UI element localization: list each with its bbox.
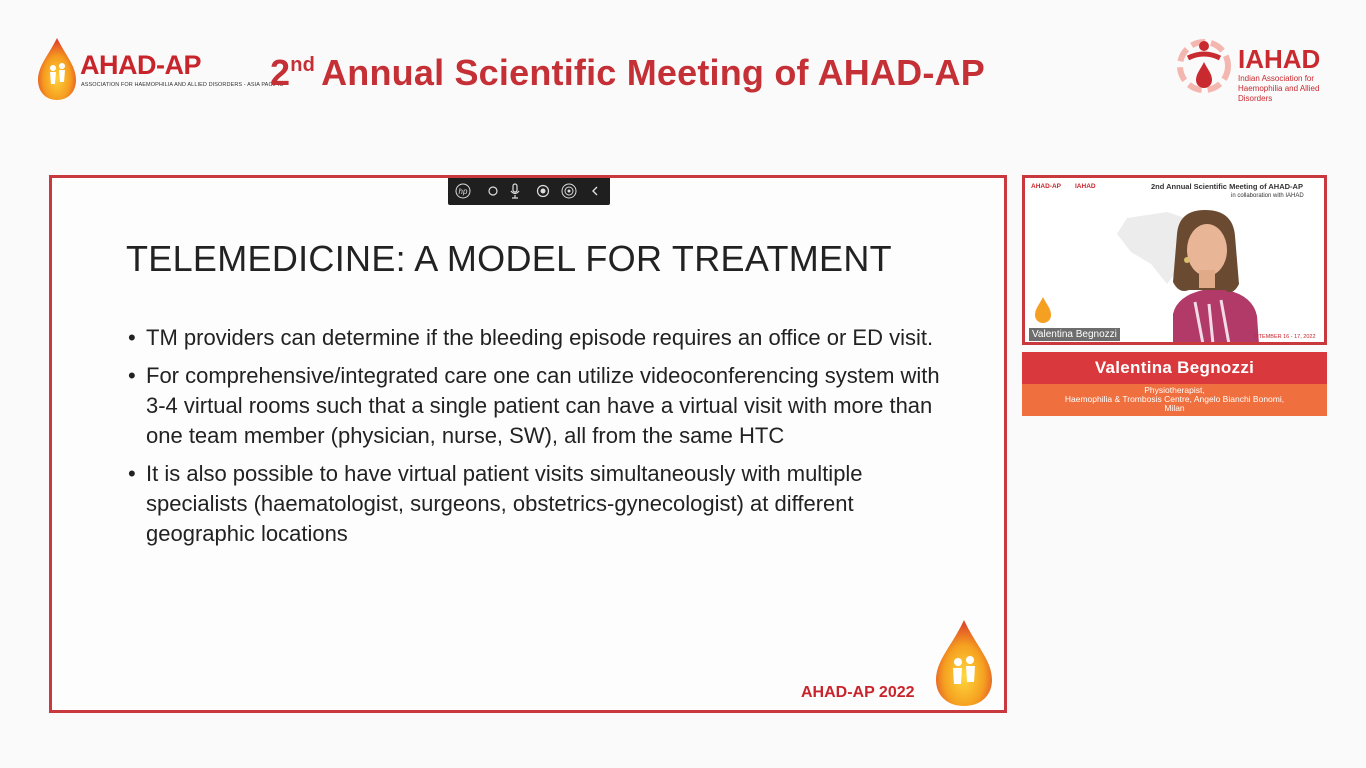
iahad-logo-text: IAHAD — [1238, 44, 1321, 74]
record-button[interactable] — [532, 180, 554, 202]
speaker-role-line-2: Haemophilia & Trombosis Centre, Angelo Bianchi Bonomi, — [1064, 394, 1285, 404]
collapse-toolbar-button[interactable] — [584, 180, 606, 202]
conference-title-ordinal-suffix: nd — [290, 54, 316, 76]
ahad-drop-emblem-icon — [932, 618, 996, 708]
iahad-emblem-icon — [1174, 36, 1234, 96]
speaker-name: Valentina Begnozzi — [1022, 352, 1327, 384]
slide-bullet-1 — [128, 323, 948, 353]
bullet-dot-2: • — [128, 363, 136, 388]
presentation-slide — [49, 175, 1007, 713]
ahad-ap-logo-text: AHAD-AP — [80, 50, 201, 80]
speaker-role-line-3: Milan — [1164, 403, 1185, 413]
slide-bullet-list — [128, 323, 948, 557]
conference-title-text: Annual Scientific Meeting of AHAD-AP — [321, 52, 985, 93]
ahad-ap-logo — [34, 36, 284, 102]
video-iahad-logo: IAHAD — [1075, 183, 1096, 190]
hp-brand-text: hp — [458, 187, 468, 196]
speaker-role — [1022, 384, 1327, 413]
iahad-logo-subtitle: Indian Association for Haemophilia and Allied Disorders — [1238, 74, 1320, 103]
webcam-button[interactable] — [558, 180, 580, 202]
blood-drop-logo-icon — [34, 36, 80, 102]
webcam-icon — [560, 182, 578, 200]
video-banner-subtitle: in collaboration with IAHAD — [1231, 193, 1304, 199]
chevron-left-icon — [590, 185, 600, 197]
video-participant-name: Valentina Begnozzi — [1029, 328, 1120, 341]
slide-title: TELEMEDICINE: A MODEL FOR TREATMENT — [126, 238, 892, 279]
ahad-ap-logo-subtitle: ASSOCIATION FOR HAEMOPHILIA AND ALLIED DISORDERS - ASIA PACIFIC — [81, 82, 284, 88]
conference-title-ordinal: 2 — [270, 52, 291, 93]
speaker-person-icon — [1133, 204, 1283, 344]
speaker-role-line-1: Physiotherapist, — [1144, 385, 1205, 395]
bullet-dot-1: • — [128, 325, 136, 350]
slide-bullet-1-text: TM providers can determine if the bleeding episode requires an office or ED visit. — [146, 325, 934, 350]
slide-bullet-3-text: It is also possible to have virtual patient visits simultaneously with multiple specialists (haematologist, surgeons, obstetrics-gynecologist) at different geographic locations — [146, 461, 863, 546]
conference-title — [270, 52, 985, 94]
circle-icon — [487, 185, 499, 197]
speaker-info-card — [1022, 352, 1327, 416]
video-ahad-logo: AHAD-AP — [1031, 183, 1061, 190]
circle-button[interactable] — [482, 180, 504, 202]
hp-brand-icon — [452, 180, 474, 202]
video-date-strip: PTEMBER 16 - 17, 2022 — [1255, 334, 1316, 340]
record-icon — [536, 184, 550, 198]
slide-bullet-2-text: For comprehensive/integrated care one can utilize videoconferencing system with 3-4 virtual rooms such that a single patient can have a virtual visit with more than one team member (physician, nurse, SW), all from the same HTC — [146, 363, 940, 448]
slide-bullet-2 — [128, 361, 948, 451]
video-drop-emblem-icon — [1033, 296, 1053, 324]
iahad-logo — [1174, 36, 1344, 103]
bullet-dot-3: • — [128, 461, 136, 486]
microphone-button[interactable] — [504, 180, 526, 202]
video-banner-title: 2nd Annual Scientific Meeting of AHAD-AP — [1151, 182, 1303, 191]
presenter-toolbar — [448, 178, 610, 205]
microphone-icon — [508, 182, 522, 200]
slide-bullet-3 — [128, 459, 948, 549]
speaker-video-feed — [1022, 175, 1327, 345]
slide-footer-label: AHAD-AP 2022 — [801, 684, 915, 701]
